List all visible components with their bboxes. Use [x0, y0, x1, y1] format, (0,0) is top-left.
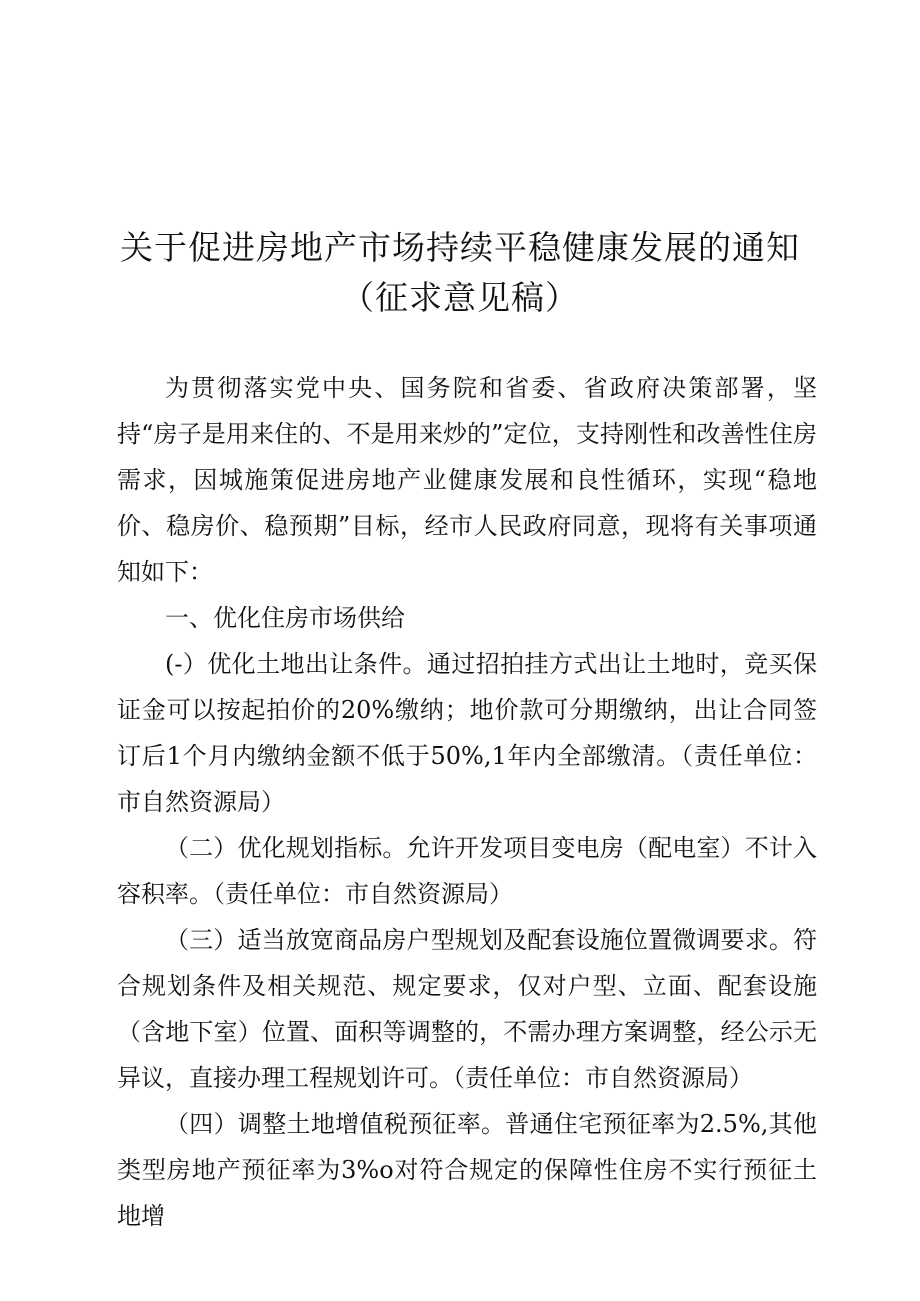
intro-paragraph: 为贯彻落实党中央、国务院和省委、省政府决策部署，坚持“房子是用来住的、不是用来炒的”定位，支持刚性和改善性住房需求，因城施策促进房地产业健康发展和良性循环，实现“稳地价、稳房价、稳预期”目标，经市人民政府同意，现将有关事项通知如下： — [117, 374, 817, 586]
clause-2: （二）优化规划指标。允许开发项目变电房（配电室）不计入容积率。（责任单位：市自然资源局） — [117, 834, 817, 908]
clause-4: （四）调整土地增值税预征率。普通住宅预征率为2.5%,其他类型房地产预征率为3%o对符合规定的保障性住房不实行预征土地增 — [117, 1110, 817, 1230]
section-heading-1: 一、优化住房市场供给 — [165, 604, 405, 632]
clause-1: (-）优化土地出让条件。通过招拍挂方式出让土地时，竞买保证金可以按起拍价的20%缴纳；地价款可分期缴纳，出让合同签订后1个月内缴纳金额不低于50%,1年内全部缴清。（责任单位：市自然资源局） — [117, 650, 817, 816]
document-subtitle: （征求意见稿） — [341, 278, 579, 317]
document-body — [117, 365, 817, 1239]
clause-3: （三）适当放宽商品房户型规划及配套设施位置微调要求。符合规划条件及相关规范、规定要求，仅对户型、立面、配套设施（含地下室）位置、面积等调整的，不需办理方案调整，经公示无异议，直接办理工程规划许可。（责任单位：市自然资源局） — [117, 926, 817, 1092]
document-title: 关于促进房地产市场持续平稳健康发展的通知 — [120, 228, 800, 267]
